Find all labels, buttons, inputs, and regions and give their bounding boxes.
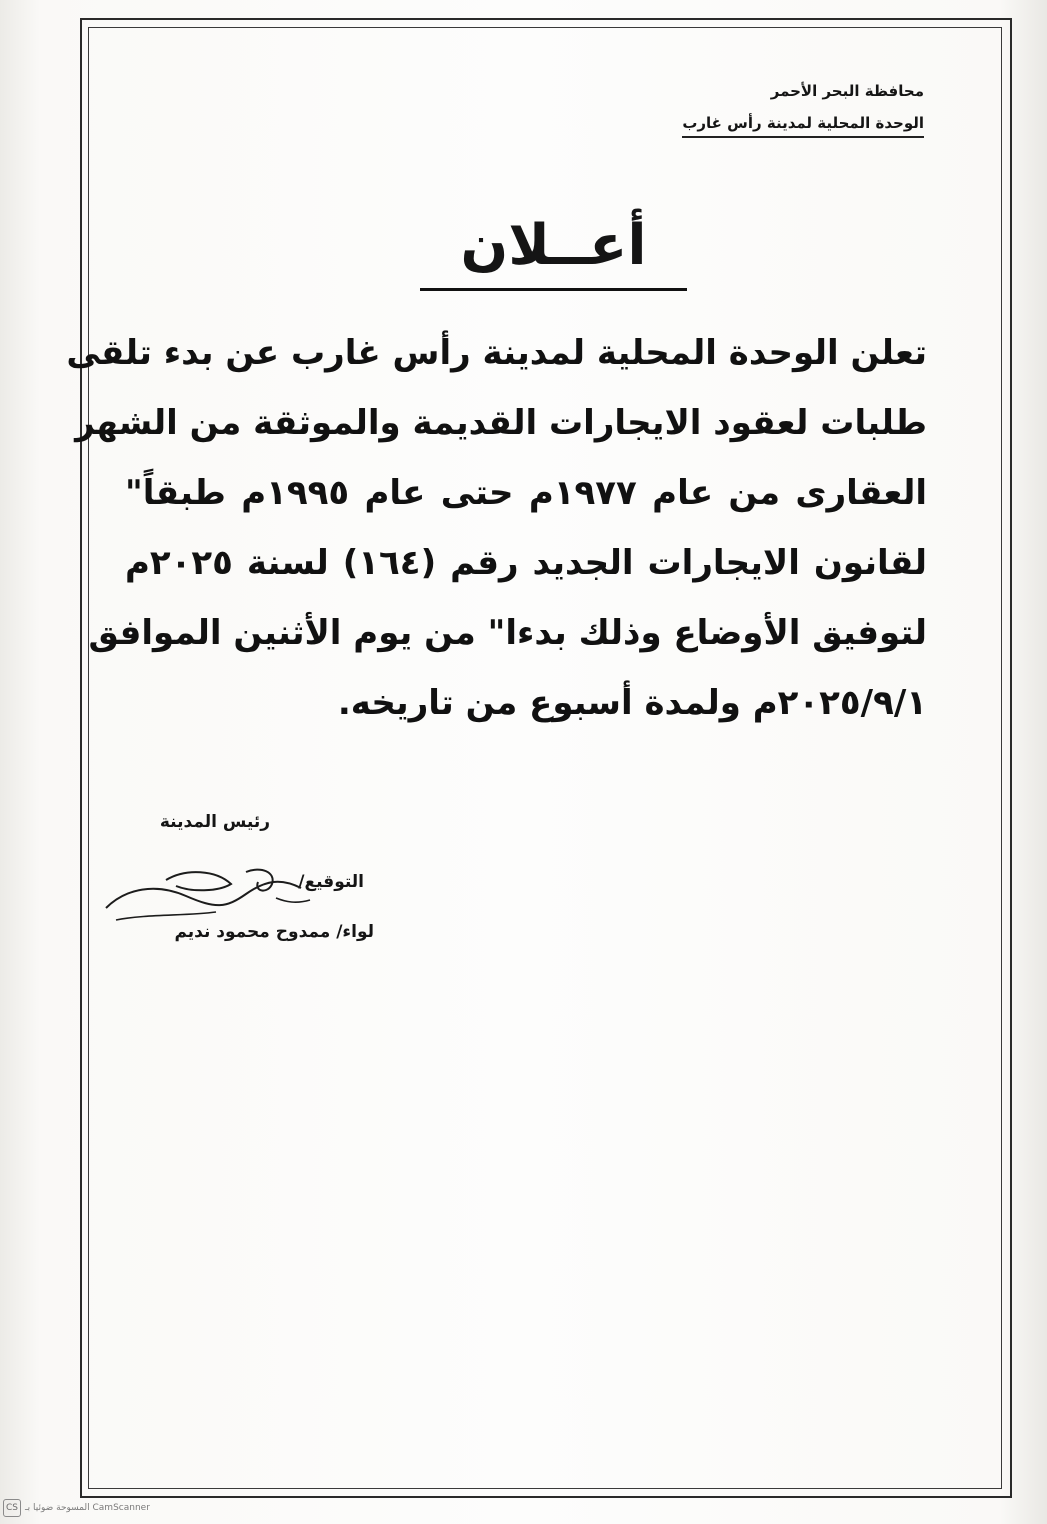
announcement-body xyxy=(66,318,927,738)
body-line-2: طلبات لعقود الايجارات القديمة والموثقة من الشهر xyxy=(75,403,927,443)
announcement-title-text: أعــلان xyxy=(420,210,686,291)
body-line-6: ٢٠٢٥/٩/١م ولمدة أسبوع من تاريخه. xyxy=(337,683,927,723)
handwritten-signature xyxy=(96,858,316,938)
signature-label: التوقيع/ xyxy=(298,872,364,892)
signatory-name: لواء/ ممدوح محمود نديم xyxy=(174,922,374,942)
camscanner-logo-icon: CS xyxy=(3,1499,21,1517)
announcement-title xyxy=(0,210,1047,291)
scanner-watermark xyxy=(0,1498,150,1518)
body-line-5: لتوفيق الأوضاع وذلك بدءا" من يوم الأثنين الموافق xyxy=(88,613,927,653)
signatory-role: رئيس المدينة xyxy=(159,812,270,832)
body-line-4: لقانون الايجارات الجديد رقم (١٦٤) لسنة ٢٠٢٥م xyxy=(125,543,927,583)
letterhead xyxy=(604,80,924,138)
governorate-label: محافظة البحر الأحمر xyxy=(770,82,924,100)
scanner-text: المسوحة ضوئيا بـ CamScanner xyxy=(25,1503,150,1513)
body-line-3: العقارى من عام ١٩٧٧م حتى عام ١٩٩٥م طبقاً" xyxy=(125,473,927,513)
local-unit-label: الوحدة المحلية لمدينة رأس غارب xyxy=(682,112,924,138)
body-line-1: تعلن الوحدة المحلية لمدينة رأس غارب عن بدء تلقى xyxy=(66,333,927,373)
